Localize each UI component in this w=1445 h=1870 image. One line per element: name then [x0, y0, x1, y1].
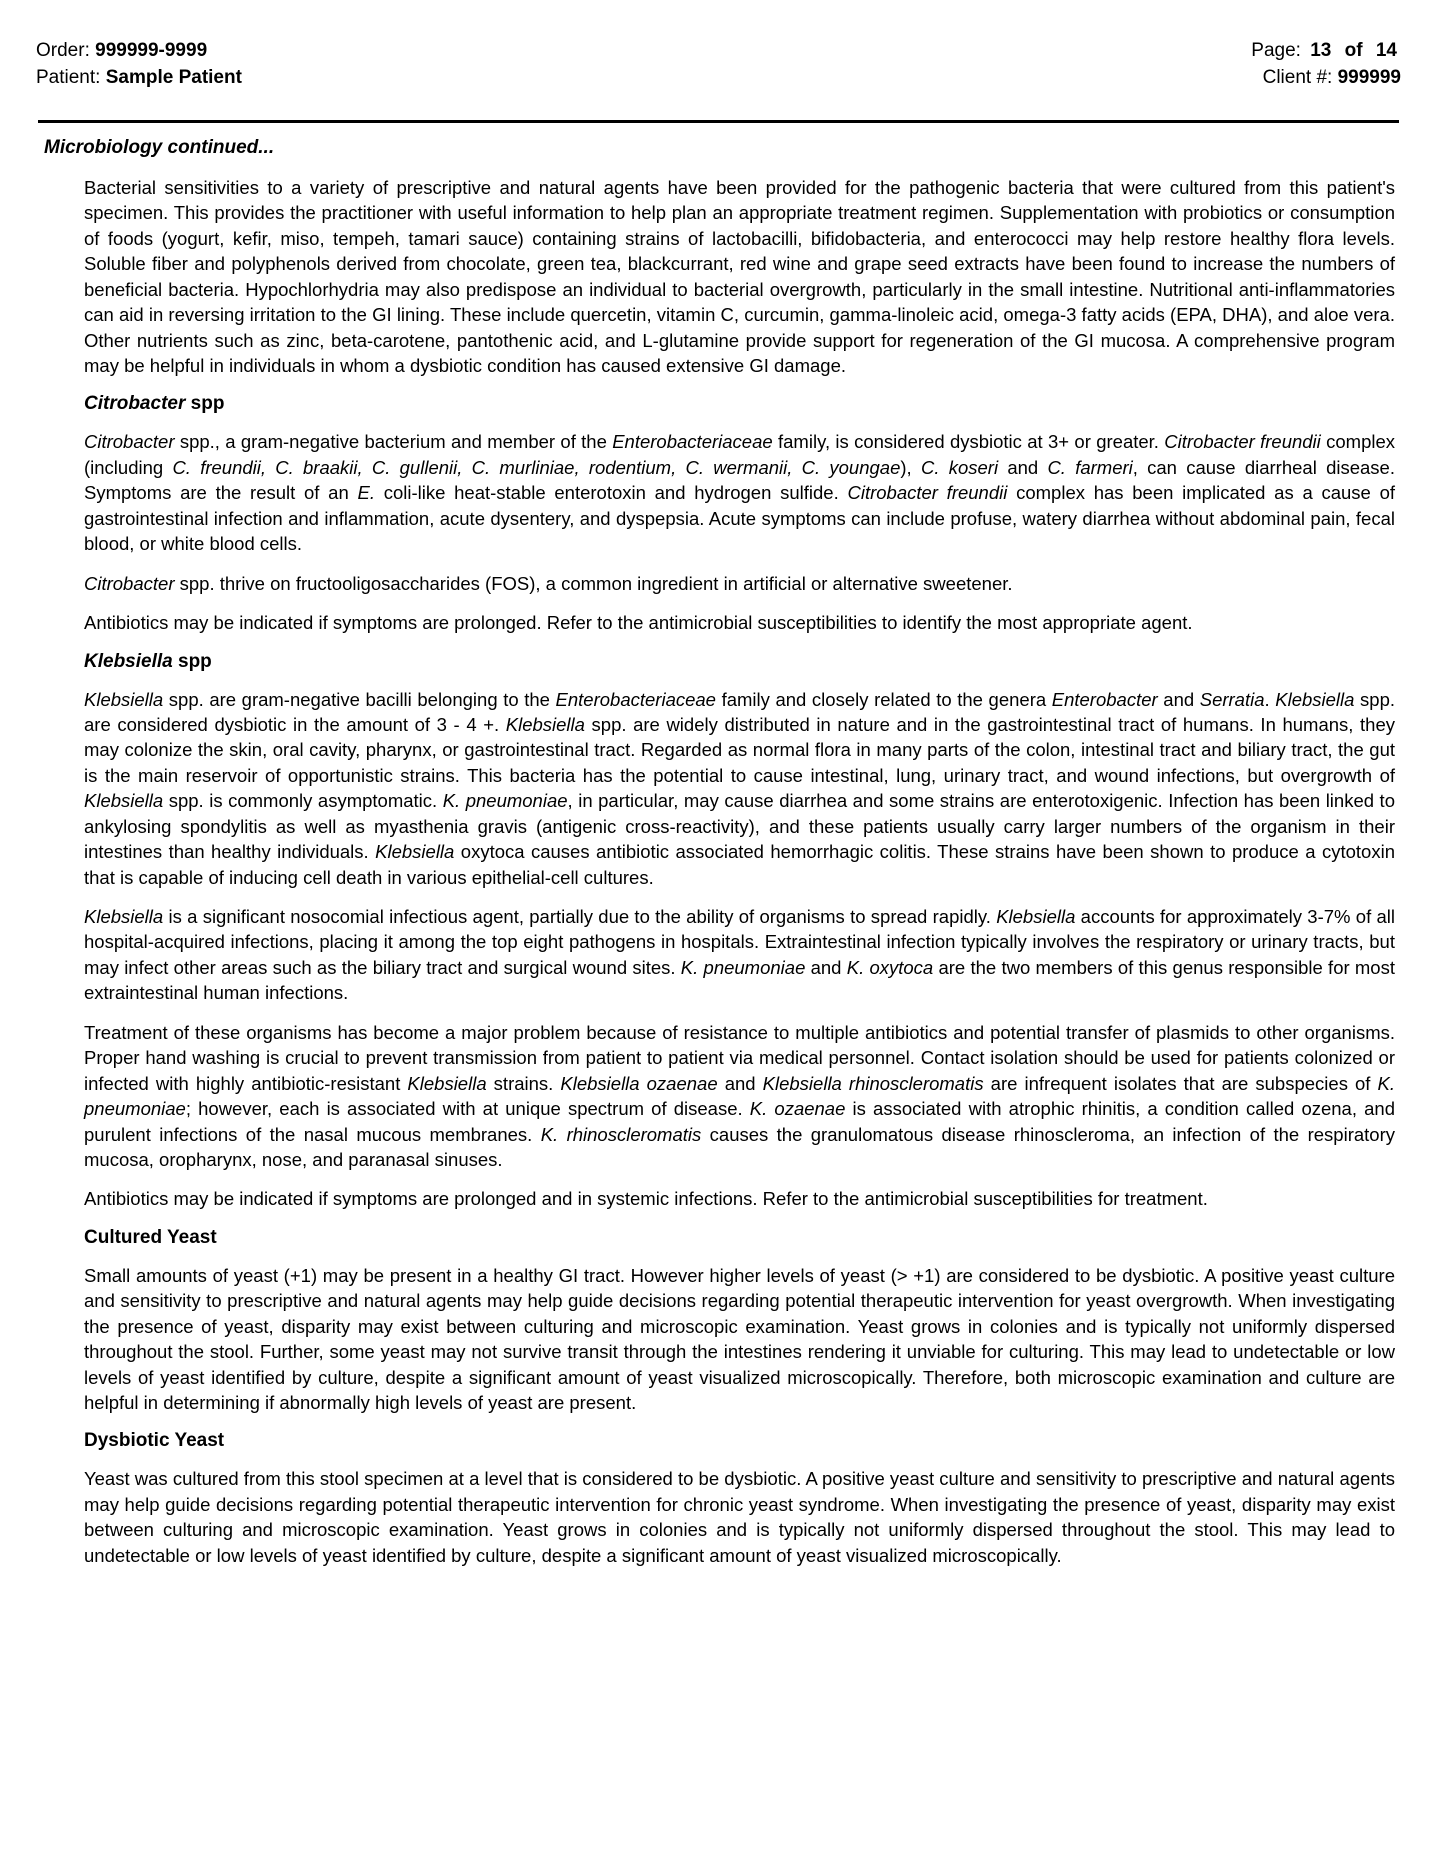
page-row	[1251, 38, 1401, 65]
klebsiella-genus-label: Klebsiella	[84, 650, 173, 672]
section-title: Microbiology continued...	[44, 136, 275, 158]
client-value: 999999	[1337, 66, 1401, 88]
page-current: 13	[1310, 40, 1332, 61]
heading-klebsiella-spp	[84, 651, 1395, 673]
intro-paragraph: Bacterial sensitivities to a variety of prescriptive and natural agents have been provided for the pathogenic bacteria that were cultured from this patient's specimen. This provides the practitioner with useful information to help plan an appropriate treatment regimen. Supplementation with probiotics or consumption of foods (yogurt, kefir, miso, tempeh, tamari sauce) containing strains of lactobacilli, bifidobacteria, and enterococci may help restore healthy flora levels. Soluble fiber and polyphenols derived from chocolate, green tea, blackcurrant, red wine and grape seed extracts have been found to increase the numbers of beneficial bacteria. Hypochlorhydria may also predispose an individual to bacterial overgrowth, particularly in the small intestine. Nutritional anti-inflammatories can aid in reversing irritation to the GI lining. These include quercetin, vitamin C, curcumin, gamma-linoleic acid, omega-3 fatty acids (EPA, DHA), and aloe vera. Other nutrients such as zinc, beta-carotene, pantothenic acid, and L-glutamine provide support for regeneration of the GI mucosa. A comprehensive program may be helpful in individuals in whom a dysbiotic condition has caused extensive GI damage.	[84, 176, 1395, 376]
citrobacter-genus-label: Citrobacter	[84, 393, 186, 415]
klebsiella-paragraph-2: Klebsiella is a significant nosocomial infectious agent, partially due to the ability of organisms to spread rapidly. Klebsiella accounts for approximately 3-7% of all hospital-acquired infections, placing it among the top eight pathogens in hospitals. Extraintestinal infection typically involves the respiratory or urinary tracts, but may infect other areas such as the biliary tract and surgical wound sites. K. pneumoniae and K. oxytoca are the two members of this genus responsible for most extraintestinal human infections.	[84, 906, 1396, 1004]
page-total: 14	[1375, 40, 1397, 61]
client-label: Client #:	[1262, 66, 1333, 88]
klebsiella-paragraph-3: Treatment of these organisms has become a major problem because of resistance to multiple antibiotics and potential transfer of plasmids to other organisms. Proper hand washing is crucial to prevent transmission from patient to patient via medical personnel. Contact isolation should be used for patients colonized or infected with highly antibiotic-resistant Klebsiella strains. Klebsiella ozaenae and Klebsiella rhinoscleromatis are infrequent isolates that are subspecies of K. pneumoniae; however, each is associated with at unique spectrum of disease. K. ozaenae is associated with atrophic rhinitis, a condition called ozena, and purulent infections of the nasal mucous membranes. K. rhinoscleromatis causes the granulomatous disease rhinoscleroma, an infection of the respiratory mucosa, oropharynx, nose, and paranasal sinuses.	[84, 1021, 1395, 1170]
order-label: Order:	[36, 40, 90, 61]
heading-dysbiotic-yeast: Dysbiotic Yeast	[84, 1430, 225, 1452]
header-divider	[38, 120, 1399, 123]
order-value: 999999-9999	[95, 40, 208, 61]
patient-label: Patient:	[36, 66, 101, 88]
patient-row	[36, 65, 242, 92]
dysbiotic-yeast-paragraph-1: Yeast was cultured from this stool specimen at a level that is considered to be dysbiotic. A positive yeast culture and sensitivity to prescriptive and natural agents may help guide decisions regarding potential therapeutic intervention for chronic yeast syndrome. When investigating the presence of yeast, disparity may exist between culturing and microscopic examination. Yeast grows in colonies and is typically not uniformly dispersed throughout the stool. This may lead to undetectable or low levels of yeast identified by culture, despite a significant amount of yeast visualized microscopically.	[84, 1468, 1395, 1566]
citrobacter-paragraph-3: Antibiotics may be indicated if symptoms are prolonged. Refer to the antimicrobial susceptibilities to identify the most appropriate agent.	[84, 612, 1193, 634]
klebsiella-paragraph-1: Klebsiella spp. are gram-negative bacilli belonging to the Enterobacteriaceae family and closely related to the genera Enterobacter and Serratia. Klebsiella spp. are considered dysbiotic in the amount of 3 - 4 +. Klebsiella spp. are widely distributed in nature and in the gastrointestinal tract of humans. In humans, they may colonize the skin, oral cavity, pharynx, or gastrointestinal tract. Regarded as normal flora in many parts of the colon, intestinal tract and biliary tract, the gut is the main reservoir of opportunistic strains. This bacteria has the potential to cause intestinal, lung, urinary tract, and wound infections, but overgrowth of Klebsiella spp. is commonly asymptomatic. K. pneumoniae, in particular, may cause diarrhea and some strains are enterotoxigenic. Infection has been linked to ankylosing spondylitis as well as myasthenia gravis (antigenic cross-reactivity), and these patients usually carry larger numbers of the organism in their intestines than healthy individuals. Klebsiella oxytoca causes antibiotic associated hemorrhagic colitis. These strains have been shown to produce a cytotoxin that is capable of inducing cell death in various epithelial-cell cultures.	[84, 688, 1395, 888]
client-row	[1251, 65, 1401, 92]
report-content	[84, 175, 1395, 1568]
citrobacter-paragraph-1: Citrobacter spp., a gram-negative bacterium and member of the Enterobacteriaceae family, is considered dysbiotic at 3+ or greater. Citrobacter freundii complex (including C. freundii, C. braakii, C. gullenii, C. murliniae, rodentium, C. wermanii, C. youngae), C. koseri and C. farmeri, can cause diarrheal disease. Symptoms are the result of an E. coli-like heat-stable enterotoxin and hydrogen sulfide. Citrobacter freundii complex has been implicated as a cause of gastrointestinal infection and inflammation, acute dysentery, and dyspepsia. Acute symptoms can include profuse, watery diarrhea without abdominal pain, fecal blood, or white blood cells.	[84, 431, 1396, 555]
header-left-block	[36, 38, 242, 92]
klebsiella-paragraph-4: Antibiotics may be indicated if symptoms are prolonged and in systemic infections. Refer to the antimicrobial susceptibilities for treatment.	[84, 1188, 1208, 1210]
page-header	[36, 38, 1401, 92]
header-right-block	[1251, 38, 1401, 92]
patient-value: Sample Patient	[105, 66, 242, 88]
page-label: Page:	[1251, 40, 1301, 61]
heading-cultured-yeast: Cultured Yeast	[84, 1226, 217, 1248]
klebsiella-spp-label: spp	[178, 650, 212, 672]
cultured-yeast-paragraph-1: Small amounts of yeast (+1) may be present in a healthy GI tract. However higher levels of yeast (> +1) are considered to be dysbiotic. A positive yeast culture and sensitivity to prescriptive and natural agents may help guide decisions regarding potential therapeutic intervention for yeast overgrowth. When investigating the presence of yeast, disparity may exist between culturing and microscopic examination. Yeast grows in colonies and is typically not uniformly dispersed throughout the stool. Further, some yeast may not survive transit through the intestines rendering it unviable for culturing. This may lead to undetectable or low levels of yeast identified by culture, despite a significant amount of yeast visualized microscopically. Therefore, both microscopic examination and culture are helpful in determining if abnormally high levels of yeast are present.	[84, 1264, 1395, 1413]
order-row	[36, 38, 242, 65]
citrobacter-spp-label: spp	[190, 393, 225, 415]
citrobacter-paragraph-2: Citrobacter spp. thrive on fructooligosaccharides (FOS), a common ingredient in artificial or alternative sweetener.	[84, 572, 1013, 594]
page-of-label: of	[1344, 40, 1363, 61]
heading-citrobacter-spp	[84, 393, 1395, 415]
